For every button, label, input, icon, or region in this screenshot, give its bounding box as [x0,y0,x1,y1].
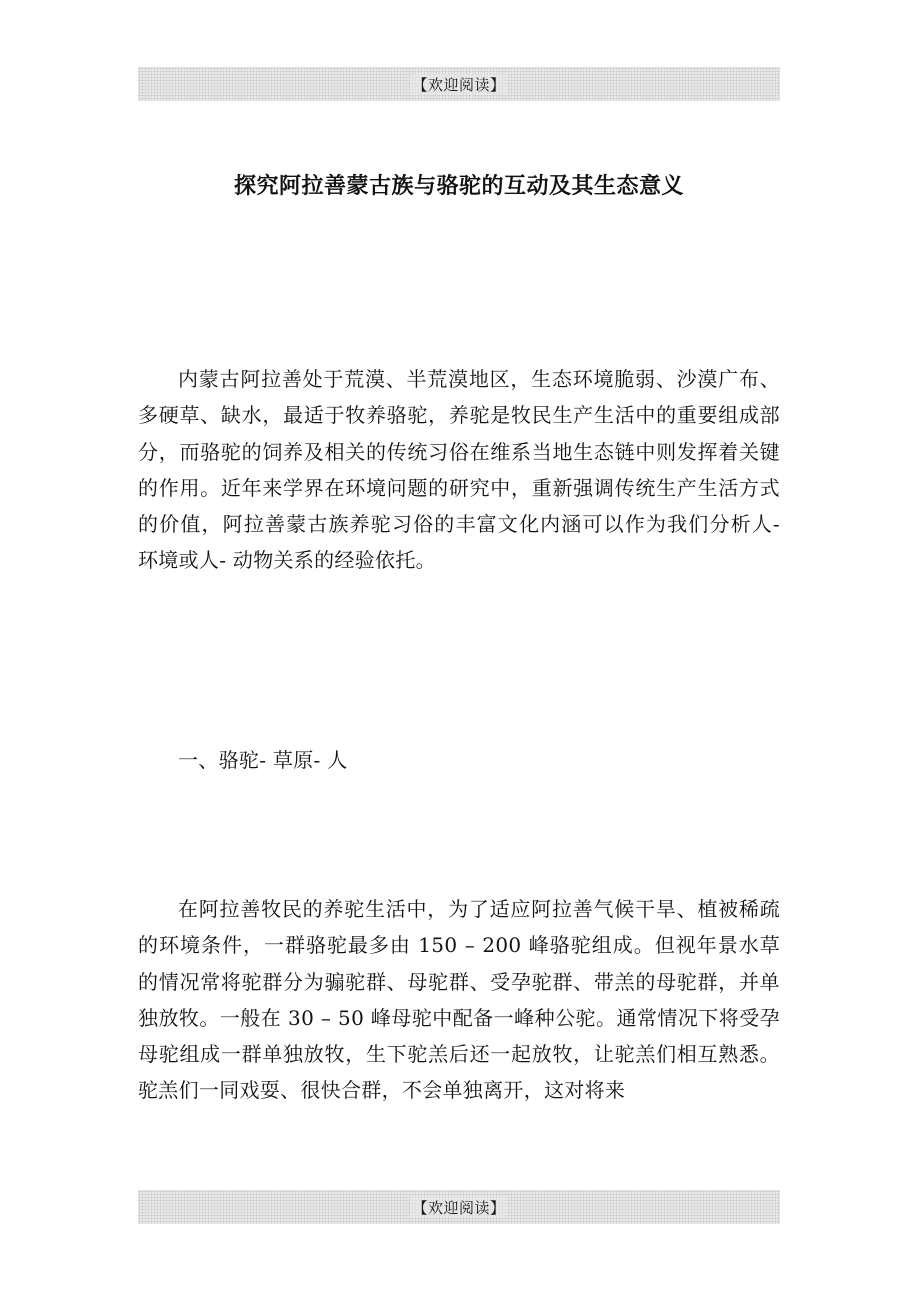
section-heading: 一、骆驼- 草原- 人 [178,748,348,772]
header-banner-text: 【欢迎阅读】 [412,75,506,94]
footer-banner-text: 【欢迎阅读】 [412,1198,506,1217]
header-banner [138,67,780,101]
paragraph-body: 在阿拉善牧民的养驼生活中，为了适应阿拉善气候干旱、植被稀疏的环境条件，一群骆驼最多由 150 – 200 峰骆驼组成。但视年景水草的情况常将驼群分为骟驼群、母驼群、受孕驼群、带羔的母驼群，并单独放牧。一般在 30 – 50 峰母驼中配备一峰种公驼。通常情况下将受孕母驼组成一群单独放牧，生下驼羔后还一起放牧，让驼羔们相互熟悉。驼羔们一同戏耍、很快合群，不会单独离开，这对将来 [138,897,780,1103]
document-title: 探究阿拉善蒙古族与骆驼的互动及其生态意义 [233,173,684,199]
footer-banner [138,1190,780,1224]
paragraph-intro: 内蒙古阿拉善处于荒漠、半荒漠地区，生态环境脆弱、沙漠广布、多硬草、缺水，最适于牧养骆驼，养驼是牧民生产生活中的重要组成部分，而骆驼的饲养及相关的传统习俗在维系当地生态链中则发挥着关键的作用。近年来学界在环境问题的研究中，重新强调传统生产生活方式的价值，阿拉善蒙古族养驼习俗的丰富文化内涵可以作为我们分析人- 环境或人- 动物关系的经验依托。 [138,367,780,573]
